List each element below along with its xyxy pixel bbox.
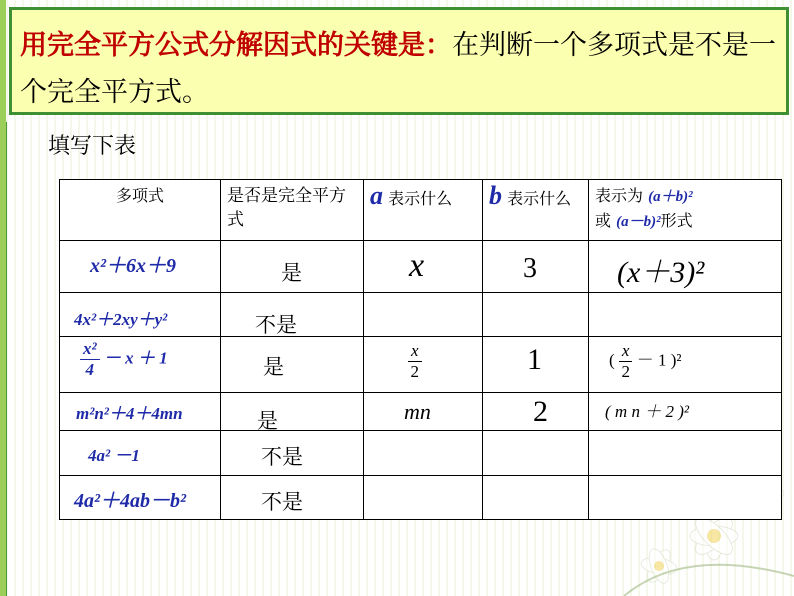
table-row — [60, 293, 782, 337]
is-square-cell: 是 — [221, 241, 364, 293]
a-fraction: $\frac{x}{2}$ — [408, 341, 422, 382]
header-form: 表示为 (a＋b)² 或 (a－b)²形式 — [589, 180, 782, 241]
title-rest-phrase: 在判断一个多项式是不是一个完全平方式。 — [20, 30, 776, 108]
header-a-text: 表示什么 — [388, 189, 453, 208]
a-cell — [364, 431, 483, 476]
header-poly: 多项式 — [60, 180, 221, 241]
b-cell — [483, 293, 589, 337]
a-cell: mn — [364, 393, 483, 431]
poly-cell: m²n²＋4＋4mn — [60, 393, 221, 431]
form-cell: ( $\frac{x}{2}$ － 1 )² — [589, 337, 782, 393]
title-box — [9, 7, 789, 115]
is-square-cell: 是 — [221, 393, 364, 431]
b-cell: 2 — [483, 393, 589, 431]
form-cell: ( m n ＋ 2 )² — [589, 393, 782, 431]
header-b-text: 表示什么 — [507, 189, 572, 208]
poly-fraction: $\frac{\text{x²}}{4}$ — [80, 339, 100, 380]
header-b — [483, 180, 589, 241]
form-cell — [589, 476, 782, 520]
fill-in-table — [59, 179, 782, 520]
is-square-cell: 不是 — [221, 431, 364, 476]
table-row — [60, 337, 782, 393]
a-cell — [364, 476, 483, 520]
poly-cell: x²＋6x＋9 — [60, 241, 221, 293]
form-cell — [589, 293, 782, 337]
poly-cell: 4a² －1 — [60, 431, 221, 476]
is-square-cell: 是 — [221, 337, 364, 393]
table-row — [60, 241, 782, 293]
a-cell — [364, 337, 483, 393]
b-cell — [483, 476, 589, 520]
header-a-letter: a — [370, 181, 383, 210]
form-cell — [589, 431, 782, 476]
a-cell — [364, 293, 483, 337]
b-cell: 1 — [483, 337, 589, 393]
subtitle: 填写下表 — [48, 134, 137, 159]
poly-cell: 4x²＋2xy＋y² — [60, 293, 221, 337]
b-cell — [483, 431, 589, 476]
header-row — [60, 180, 782, 241]
is-square-cell: 不是 — [221, 476, 364, 520]
b-cell: 3 — [483, 241, 589, 293]
header-is-square: 是否是完全平方式 — [221, 180, 364, 241]
table-row — [60, 431, 782, 476]
table-row — [60, 393, 782, 431]
poly-cell: 4a²＋4ab－b² — [60, 476, 221, 520]
header-b-letter: b — [489, 181, 502, 210]
is-square-cell: 不是 — [221, 293, 364, 337]
title-key-phrase: 用完全平方公式分解因式的关键是： — [20, 30, 452, 61]
form-fraction: $\frac{x}{2}$ — [619, 341, 633, 382]
header-a — [364, 180, 483, 241]
form-cell: (x＋3)² — [589, 241, 782, 293]
table-row — [60, 476, 782, 520]
left-frame-line — [6, 122, 7, 596]
poly-cell: $\frac{\text{x²}}{4}$ － x ＋ 1 — [60, 337, 221, 393]
a-cell: x — [364, 241, 483, 293]
